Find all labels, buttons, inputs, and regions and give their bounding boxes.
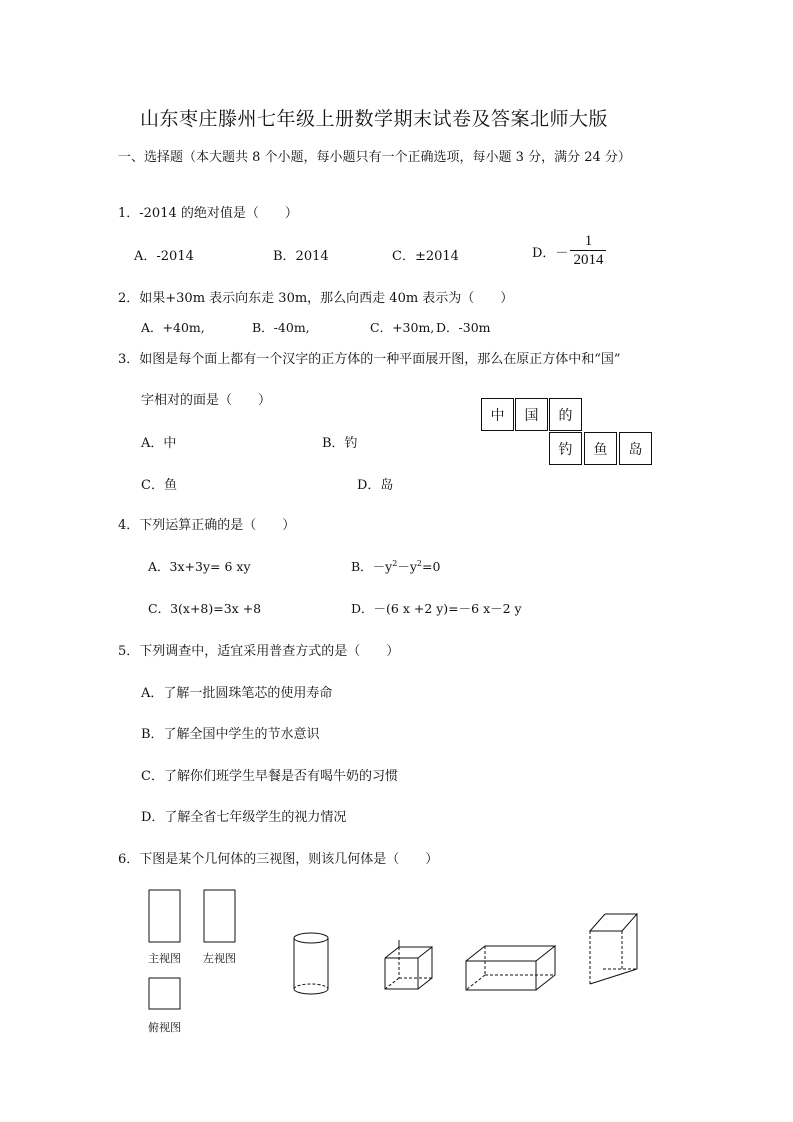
question-5-stem: 5．下列调查中，适宜采用普查方式的是（ ） [118, 644, 400, 659]
question-4-option-c: C．3(x+8)=3x +8 [148, 601, 262, 616]
superscript: 2 [392, 558, 398, 568]
side-view-label: 左视图 [203, 952, 236, 965]
page-title: 山东枣庄滕州七年级上册数学期末试卷及答案北师大版 [140, 108, 609, 130]
question-2-option-b: B．-40m, [252, 320, 310, 335]
question-4-option-d: D．－(6 x +2 y)=－6 x－2 y [351, 601, 522, 616]
net-cell-yu: 鱼 [584, 432, 617, 465]
question-3-option-c: C．鱼 [141, 478, 177, 493]
question-5-option-a: A．了解一批圆珠笔芯的使用寿命 [141, 686, 333, 701]
question-4-option-a: A．3x+3y= 6 xy [148, 559, 251, 574]
question-2-stem: 2．如果+30m 表示向东走 30m，那么向西走 40m 表示为（ ） [118, 291, 514, 306]
question-3-option-d: D．岛 [357, 478, 394, 493]
fraction-numerator: 1 [584, 233, 593, 249]
top-view-label: 俯视图 [148, 1021, 181, 1034]
question-5-option-b: B．了解全国中学生的节水意识 [141, 727, 320, 742]
top-view-rect [149, 978, 180, 1009]
net-cell-guo: 国 [515, 398, 548, 431]
small-box-figure [385, 940, 432, 989]
question-4-option-b-part3: =0 [422, 559, 441, 574]
net-cell-de: 的 [549, 398, 582, 431]
net-cell-dao: 岛 [619, 432, 652, 465]
front-view-rect [149, 890, 180, 942]
question-1-option-a: A．-2014 [134, 249, 194, 264]
question-4-option-b-part1: B．－y [351, 559, 393, 574]
question-2-option-d: D．-30m [436, 320, 491, 335]
question-1-option-d-prefix: D．－ [532, 245, 569, 261]
question-1-stem: 1．-2014 的绝对值是（ ） [118, 206, 298, 221]
question-1-option-c: C．±2014 [392, 249, 459, 264]
rectangular-prism-figure [466, 946, 555, 990]
question-1-option-b: B．2014 [273, 249, 329, 264]
question-3-stem: 3．如图是每个面上都有一个汉字的正方体的一种平面展开图，那么在原正方体中和“国” [118, 352, 621, 367]
question-2-option-c: C．+30m, [370, 320, 435, 335]
question-4-option-b-part2: －y [397, 559, 417, 574]
net-cell-zhong: 中 [481, 398, 514, 431]
fraction-denominator: 2014 [573, 252, 604, 268]
question-5-option-c: C．了解你们班学生早餐是否有喝牛奶的习惯 [141, 769, 398, 784]
section-heading: 一、选择题（本大题共 8 个小题，每小题只有一个正确选项，每小题 3 分，满分 24 分） [118, 150, 631, 165]
question-6-stem: 6．下图是某个几何体的三视图，则该几何体是（ ） [118, 852, 439, 867]
front-view-label: 主视图 [148, 952, 181, 965]
question-3-option-b: B．钓 [322, 436, 358, 451]
superscript: 2 [416, 558, 422, 568]
cylinder-figure [294, 933, 328, 994]
side-view-rect [204, 890, 235, 942]
question-4-stem: 4．下列运算正确的是（ ） [118, 518, 296, 533]
question-2-option-a: A．+40m, [141, 320, 205, 335]
question-3-stem-continued: 字相对的面是（ ） [141, 393, 272, 408]
net-cell-diao: 钓 [549, 432, 582, 465]
question-3-option-a: A．中 [141, 436, 177, 451]
slanted-prism-figure [590, 914, 637, 984]
question-5-option-d: D．了解全省七年级学生的视力情况 [141, 810, 347, 825]
